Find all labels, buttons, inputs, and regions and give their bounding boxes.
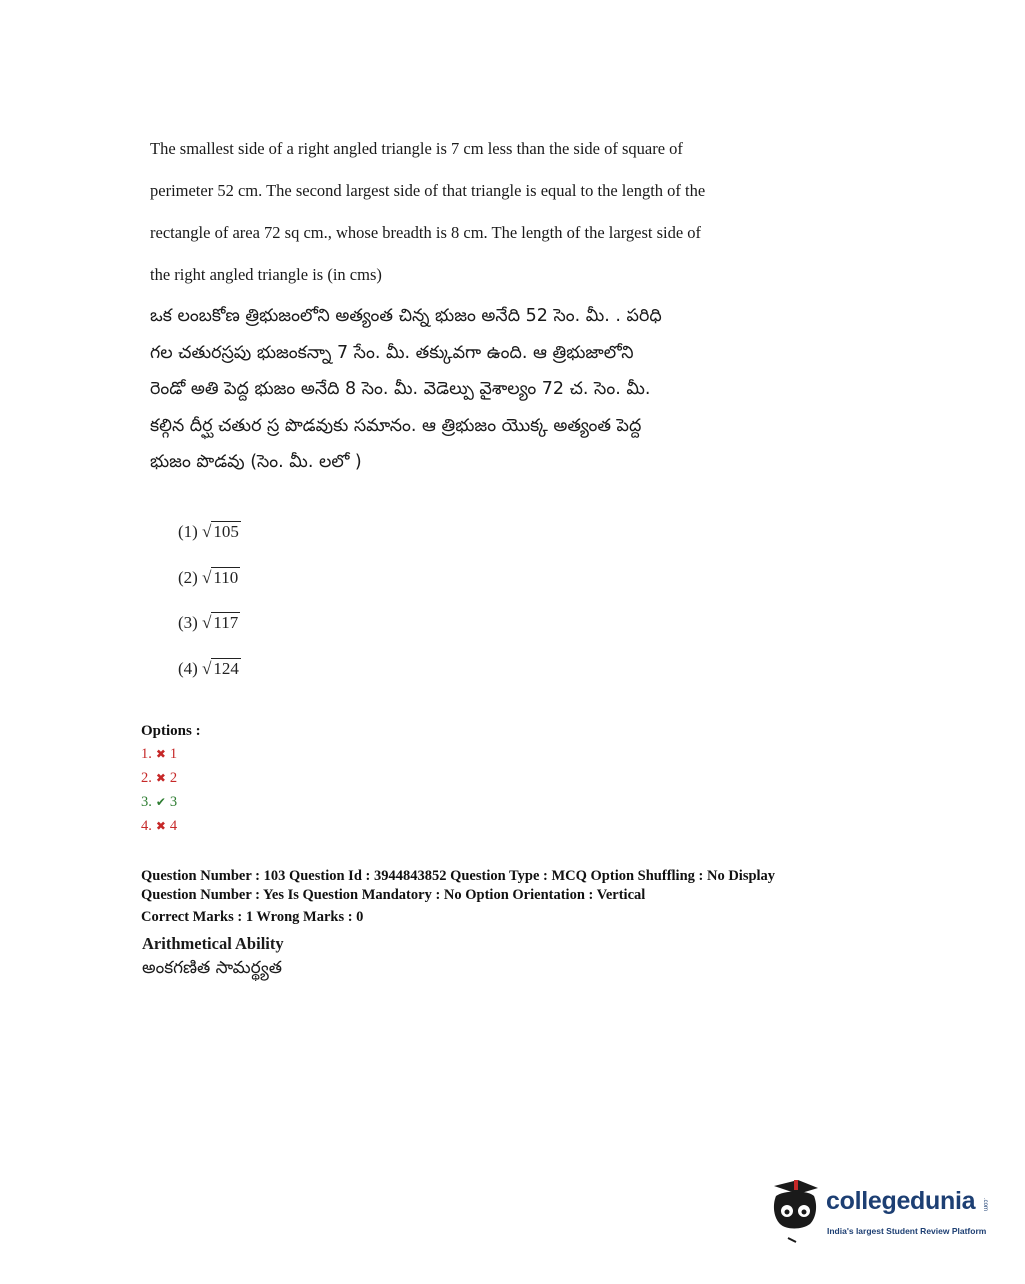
- radicand: 117: [213, 613, 239, 632]
- brand-tagline: India's largest Student Review Platform: [827, 1226, 987, 1236]
- brand-name: collegedunia: [826, 1187, 976, 1215]
- question-text-line: rectangle of area 72 sq cm., whose breadth is 8 cm. The length of the largest side of: [150, 223, 702, 242]
- metadata-line: Question Number : 103 Question Id : 3944843852 Question Type : MCQ Option Shuffling : No Display: [141, 868, 776, 884]
- section-title-telugu: అంకగణిత సామర్థ్యత: [142, 958, 282, 978]
- choice-number: (4): [178, 658, 198, 678]
- option-index: 2.: [141, 770, 152, 786]
- cross-icon: ✖: [155, 819, 166, 833]
- question-telugu-line: గల చతురస్రపు భుజంకన్నా 7 సేం. మీ. తక్కువగా ఉంది. ఆ త్రిభుజాలోని: [150, 342, 634, 363]
- choice-number: (1): [178, 522, 198, 541]
- option-value: 2: [169, 770, 178, 786]
- question-telugu-line: కల్గిన దీర్ఘ చతుర స్ర పొడవుకు సమానం. ఆ త్రిభుజం యొక్క అత్యంత పెద్ద: [150, 415, 642, 436]
- option-row-1: [141, 742, 201, 766]
- question-metadata: [141, 867, 881, 927]
- option-value: 4: [169, 818, 178, 834]
- option-index: 4.: [141, 818, 152, 834]
- radicand: 110: [213, 567, 239, 587]
- option-index: 1.: [141, 746, 152, 762]
- cross-icon: ✖: [155, 771, 166, 785]
- answer-choices: [178, 515, 241, 697]
- collegedunia-logo[interactable]: [768, 1178, 998, 1248]
- answer-choice-1[interactable]: [178, 515, 241, 561]
- question-telugu-line: ఒక లంబకోణ త్రిభుజంలోని అత్యంత చిన్న భుజం అనేది 52 సెం. మీ. . పరిధి: [150, 306, 662, 326]
- question-text-line: the right angled triangle is (in cms): [150, 265, 382, 284]
- option-row-3: [141, 790, 201, 814]
- radicand: 105: [213, 522, 239, 541]
- option-row-2: [141, 766, 201, 790]
- question-text-line: The smallest side of a right angled triangle is 7 cm less than the side of square of: [150, 139, 683, 158]
- radical-sign: √: [202, 567, 212, 587]
- mascot-icon: [768, 1178, 824, 1244]
- choice-number: (3): [178, 613, 198, 632]
- answer-choice-4[interactable]: [178, 652, 241, 698]
- section-title-english: Arithmetical Ability: [142, 934, 284, 953]
- option-value: 3: [169, 794, 178, 810]
- answer-choice-3[interactable]: [178, 606, 241, 652]
- sqrt-expression: [202, 652, 241, 686]
- choice-number: (2): [178, 567, 198, 587]
- question-telugu-line: భుజం పొడవు (సెం. మీ. లలో ): [150, 452, 362, 472]
- options-list: [141, 720, 201, 838]
- option-index: 3.: [141, 794, 152, 810]
- check-icon: ✔: [155, 795, 166, 809]
- options-title: Options :: [141, 723, 201, 739]
- sqrt-expression: [202, 606, 240, 640]
- question-text-line: perimeter 52 cm. The second largest side of that triangle is equal to the length of the: [150, 181, 706, 200]
- question-block: [150, 128, 780, 481]
- question-telugu-line: రెండో అతి పెద్ద భుజం అనేది 8 సెం. మీ. వెడెల్పు వైశాల్యం 72 చ. సెం. మీ.: [150, 379, 651, 399]
- sqrt-expression: [202, 515, 241, 549]
- radicand: 124: [213, 658, 239, 678]
- brand-domain: .com: [982, 1198, 988, 1212]
- option-row-4: [141, 814, 201, 838]
- radical-sign: √: [202, 522, 212, 541]
- question-telugu: [150, 298, 780, 481]
- cross-icon: ✖: [155, 747, 166, 761]
- radical-sign: √: [202, 658, 212, 678]
- question-english: [150, 128, 780, 296]
- metadata-line: Question Number : Yes Is Question Mandatory : No Option Orientation : Vertical: [141, 887, 646, 903]
- answer-choice-2[interactable]: [178, 561, 241, 607]
- radical-sign: √: [202, 613, 212, 632]
- sqrt-expression: [202, 561, 240, 595]
- option-value: 1: [169, 746, 178, 762]
- marks-line: Correct Marks : 1 Wrong Marks : 0: [141, 909, 364, 925]
- section-heading: [142, 933, 284, 981]
